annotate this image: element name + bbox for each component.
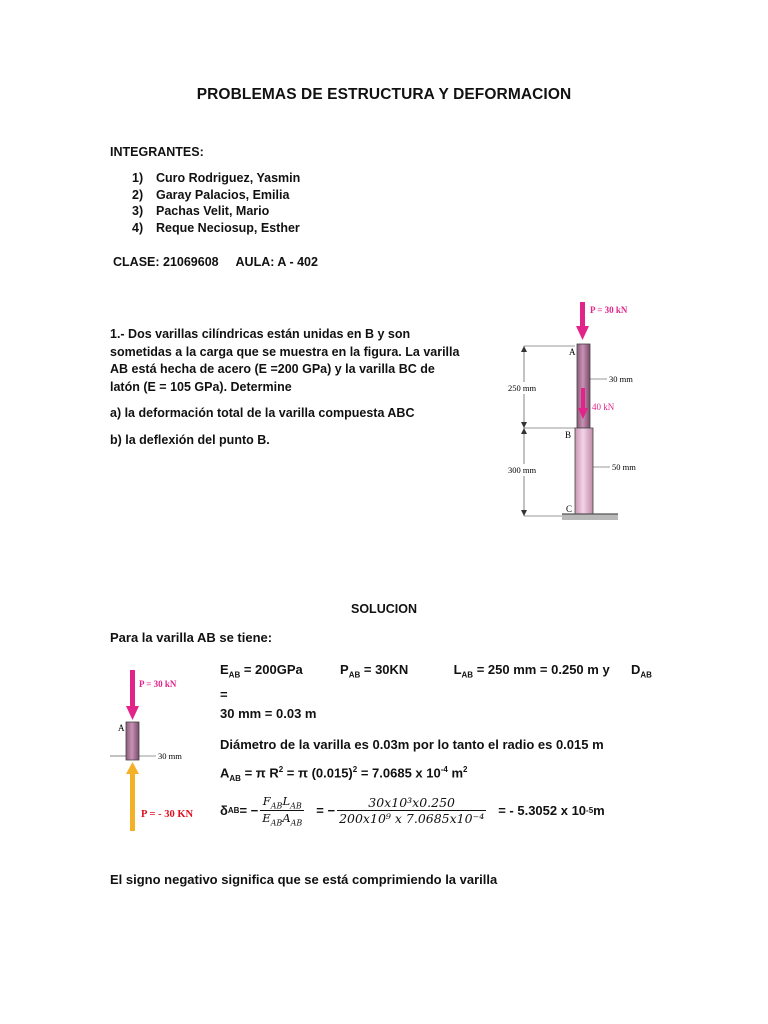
parameters-equation	[220, 660, 660, 723]
diameter-text: Diámetro de la varilla es 0.03m por lo tanto el radio es 0.015 m	[220, 737, 604, 752]
solution-heading: SOLUCION	[351, 602, 417, 616]
free-body-figure	[106, 668, 216, 832]
diam-label: 30 mm	[158, 751, 182, 761]
reaction-label: P = - 30 KN	[141, 809, 194, 820]
e-ab: $E_{AB} = 200GPa$	[220, 662, 303, 680]
load-arrow-p-head	[126, 706, 139, 720]
load-arrow-p	[130, 670, 135, 708]
numeric-fraction: $\frac{\text{30x10³x0.250}}{\text{200x10⁹ x 7.0685x10⁻⁴}}$	[339, 795, 485, 827]
diam-bc-label: 50 mm	[612, 462, 636, 472]
diam-ab-label: 30 mm	[609, 374, 633, 384]
point-b-label: B	[565, 430, 572, 440]
problem-part-b: b) la deflexión del punto B.	[110, 432, 270, 447]
problem-part-a: a) la deformación total de la varilla compuesta ABC	[110, 406, 415, 420]
members-list	[132, 170, 300, 236]
l-ab: $L_{AB} = 250$ mm = 0.250 m y	[453, 662, 610, 680]
integrantes-label: INTEGRANTES:	[110, 145, 204, 159]
aula-text: AULA: A - 402	[235, 255, 318, 269]
load-arrow-p-head	[576, 326, 589, 340]
composite-rod-figure	[500, 300, 645, 528]
page-title: PROBLEMAS DE ESTRUCTURA Y DEFORMACION	[196, 86, 572, 103]
dim-bc-label: 300 mm	[508, 465, 537, 475]
list-item: 2) Garay Palacios, Emilia	[132, 187, 290, 202]
p-ab: $P_{AB} = 30KN$	[340, 662, 409, 680]
rod-ab	[126, 722, 139, 760]
ground-base	[562, 514, 618, 520]
problem-statement	[110, 326, 468, 449]
point-a-label: A	[118, 723, 125, 733]
point-c-label: C	[566, 504, 573, 514]
reaction-arrow	[130, 773, 135, 831]
d-ab-value: 30 mm = 0.03 m	[220, 705, 317, 721]
area-equation: $A_{AB} = \pi$ $R^2 = \pi$ $(0.015)^2 = 7.0685$ x $10^{-4}$ $m^2$	[220, 765, 468, 783]
class-info	[113, 255, 318, 269]
problem-intro: 1.- Dos varillas cilíndricas están unidas en B y son sometidas a la carga que se muestra en la figura. La varilla AB está hecha de acero (E =200 GPa) y la varilla BC de latón (E = 105 GPa). Determine	[110, 327, 460, 394]
d-ab: $D_{AB}$ =	[220, 662, 652, 702]
list-item: 4) Reque Neciosup, Esther	[132, 220, 300, 235]
rod-bc	[575, 428, 593, 514]
load-arrow-p	[580, 302, 585, 328]
list-item: 3) Pachas Velit, Mario	[132, 204, 270, 218]
conclusion-text: El signo negativo significa que se está comprimiendo la varilla	[110, 872, 498, 887]
para-varilla-ab: Para la varilla AB se tiene:	[110, 630, 273, 645]
deformation-equation: δ AB = − $\frac{F_{AB}L_{AB}}{E_{AB}A_{AB}}$ = − $\frac{\text{30x10³x0.250}}{\text{200x10⁹ x 7.0685x10⁻⁴}}$ = - 5.3052 x 10 -5 m	[220, 794, 605, 828]
formula-fraction: $\frac{F_{AB}L_{AB}}{E_{AB}A_{AB}}$	[262, 794, 303, 828]
load-p-label: P = 30 kN	[590, 305, 628, 315]
dim-ab-label: 250 mm	[508, 383, 537, 393]
load-arrow-40	[581, 388, 585, 410]
load-p-label: P = 30 kN	[139, 679, 177, 689]
reaction-arrow-head	[126, 762, 139, 774]
list-item: 1) Curo Rodriguez, Yasmin	[132, 171, 301, 185]
point-a-label: A	[569, 347, 576, 357]
clase-text: CLASE: 21069608	[113, 255, 219, 269]
load-40-label: 40 kN	[592, 402, 615, 412]
